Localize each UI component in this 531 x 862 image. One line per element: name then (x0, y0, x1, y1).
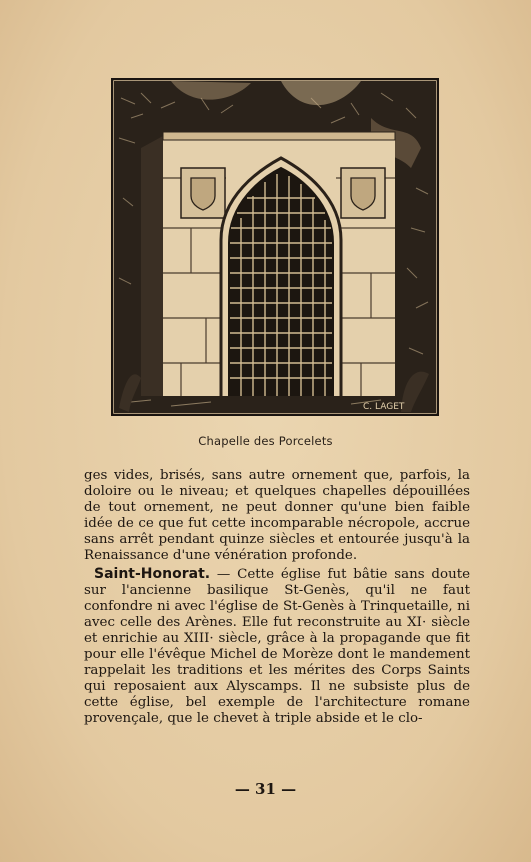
chapel-engraving (111, 78, 439, 416)
figure-caption: Chapelle des Porcelets (198, 434, 333, 448)
section-term: Saint-Honorat. (94, 565, 211, 582)
paragraph-continued: ges vides, brisés, sans autre ornement que, parfois, la doloire ou le niveau; et quelques chapelles dépouillées de tout ornement, ne peut donner qu'une bien faible idée de ce que fut cette incomparable nécropole, accrue sans arrêt pendant quinze siècles et entourée jusqu'à la Renaissance d'une vénération profonde. (84, 468, 470, 564)
paragraph-text: — Cette église fut bâtie sans doute sur l'ancienne basilique St-Genès, qu'il ne faut confondre ni avec l'église de St-Genès à Trinquetaille, ni avec celle des Arènes. Elle fut reconstruite au XI· siècle et enrichie au XIII· siècle, grâce à la propagande que fit pour elle l'évêque Michel de Morèze dont le mandement rappelait les traditions et les mérites des Corps Saints qui reposaient aux Alyscamps. Il ne subsiste plus de cette église, bel exemple de l'architecture romane provençale, que le chevet à triple abside et le clo- (84, 566, 470, 727)
engraver-signature: C. LAGET (363, 402, 405, 412)
page-number: — 31 — (234, 780, 297, 798)
body-text (84, 468, 470, 728)
paragraph-saint-honorat (84, 566, 470, 728)
